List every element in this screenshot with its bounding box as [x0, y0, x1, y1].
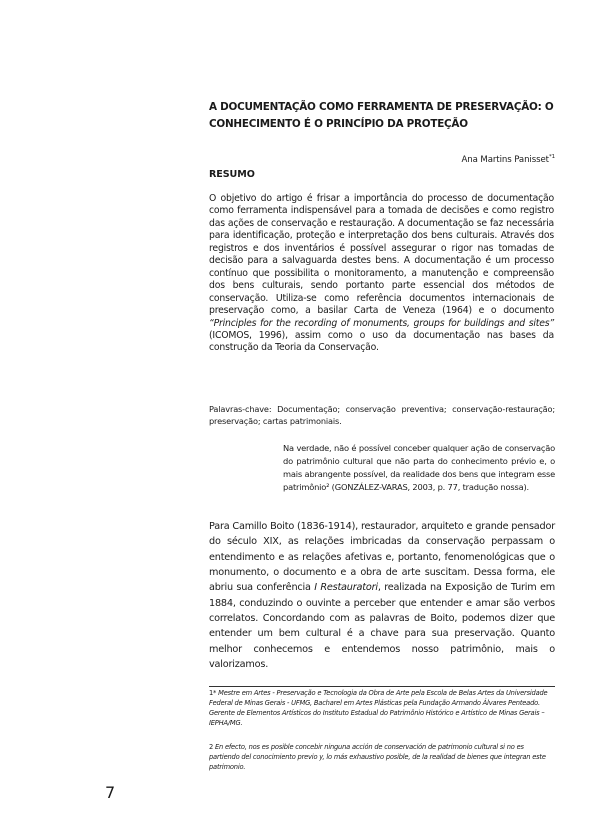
- abstract-heading: RESUMO: [209, 169, 255, 180]
- footnote-1: [209, 688, 555, 728]
- body-paragraph: [209, 519, 555, 672]
- body-conference-title: I Restauratori: [314, 582, 378, 594]
- abstract-document-title: “Principles for the recording of monuments, groups for buildings and sites”: [209, 317, 554, 329]
- page-number: 7: [105, 783, 116, 802]
- author-name: Ana Martins Panisset: [461, 154, 549, 165]
- body-text-part1: Para Camillo Boito (1836-1914), restaurador, arquiteto e grande pensador do século XIX, as relações imbricadas da conservação perpassam o entendimento e as relações afetivas e, portanto, fenomenológicas que o monumento, o documento e a obra de arte suscitam. Dessa forma, ele abriu sua conferência: [209, 521, 555, 594]
- keywords: Palavras-chave: Documentação; conservação preventiva; conservação-restauração; preservação; cartas patrimoniais.: [209, 404, 555, 426]
- author-footnote-marker: *1: [548, 154, 555, 160]
- abstract-text-part1: O objetivo do artigo é frisar a importância do processo de documentação como ferramenta indispensável para a tomada de decisões e como registro das ações de conservação e restauração. A documentação se faz necessária para identificação, proteção e interpretação dos bens culturais. Através dos registros e dos inventários é possível assegurar o rigor nas tomadas de decisão para a salvaguarda destes bens. A documentação é um processo contínuo que possibilita o monitoramento, a manutenção e compreensão dos bens culturais, sendo portanto parte essencial dos métodos de conservação. Utiliza-se como referência documentos internacionais de preservação como, a basilar Carta de Veneza (1964) e o documento: [209, 193, 554, 317]
- footnote-2-marker: 2: [209, 743, 214, 751]
- footnote-2-text: En efecto, nos es posible concebir ninguna acción de conservación de patrimonio cultural si no es partiendo del conocimiento previo y, lo más exhaustivo posible, de la realidad de bienes que integran este patrimonio.: [209, 743, 546, 772]
- author-line: [360, 152, 555, 165]
- footnote-1-text: Mestre em Artes - Preservação e Tecnologia da Obra de Arte pela Escola de Belas Artes da Universidade Federal de Minas Gerais - UFMG, Bacharel em Artes Plásticas pela Fundação Armando Álvares Penteado. Gerente de Elementos Artísticos do Instituto Estadual do Patrimônio Histórico e Artístico de Minas Gerais – IEPHA/MG.: [209, 689, 548, 728]
- body-text-part2: , realizada na Exposição de Turim em 1884, conduzindo o ouvinte a perceber que entender e amar são verbos correlatos. Concordando com as palavras de Boito, podemos dizer que entender um bem cultural é a chave para sua preservação. Quanto melhor conhecemos e entendemos nosso patrimônio, mais o valorizamos.: [209, 582, 555, 671]
- footnote-2: [209, 742, 555, 772]
- abstract-text: [209, 193, 554, 355]
- block-quote: Na verdade, não é possível conceber qualquer ação de conservação do patrimônio cultural que não parta do conhecimento prévio e, o mais abrangente possível, da realidade dos bens que integram esse patrimônio² (GONZÁLEZ-VARAS, 2003, p. 77, tradução nossa).: [283, 443, 555, 492]
- footnote-1-marker: 1*: [209, 689, 217, 697]
- abstract-text-part2: (ICOMOS, 1996), assim como o uso da documentação nas bases da construção da Teoria da Conservação.: [209, 329, 554, 354]
- footnote-divider: [209, 686, 555, 687]
- article-title: A DOCUMENTAÇÃO COMO FERRAMENTA DE PRESERVAÇÃO: O CONHECIMENTO É O PRINCÍPIO DA PROTEÇÃO: [209, 101, 554, 130]
